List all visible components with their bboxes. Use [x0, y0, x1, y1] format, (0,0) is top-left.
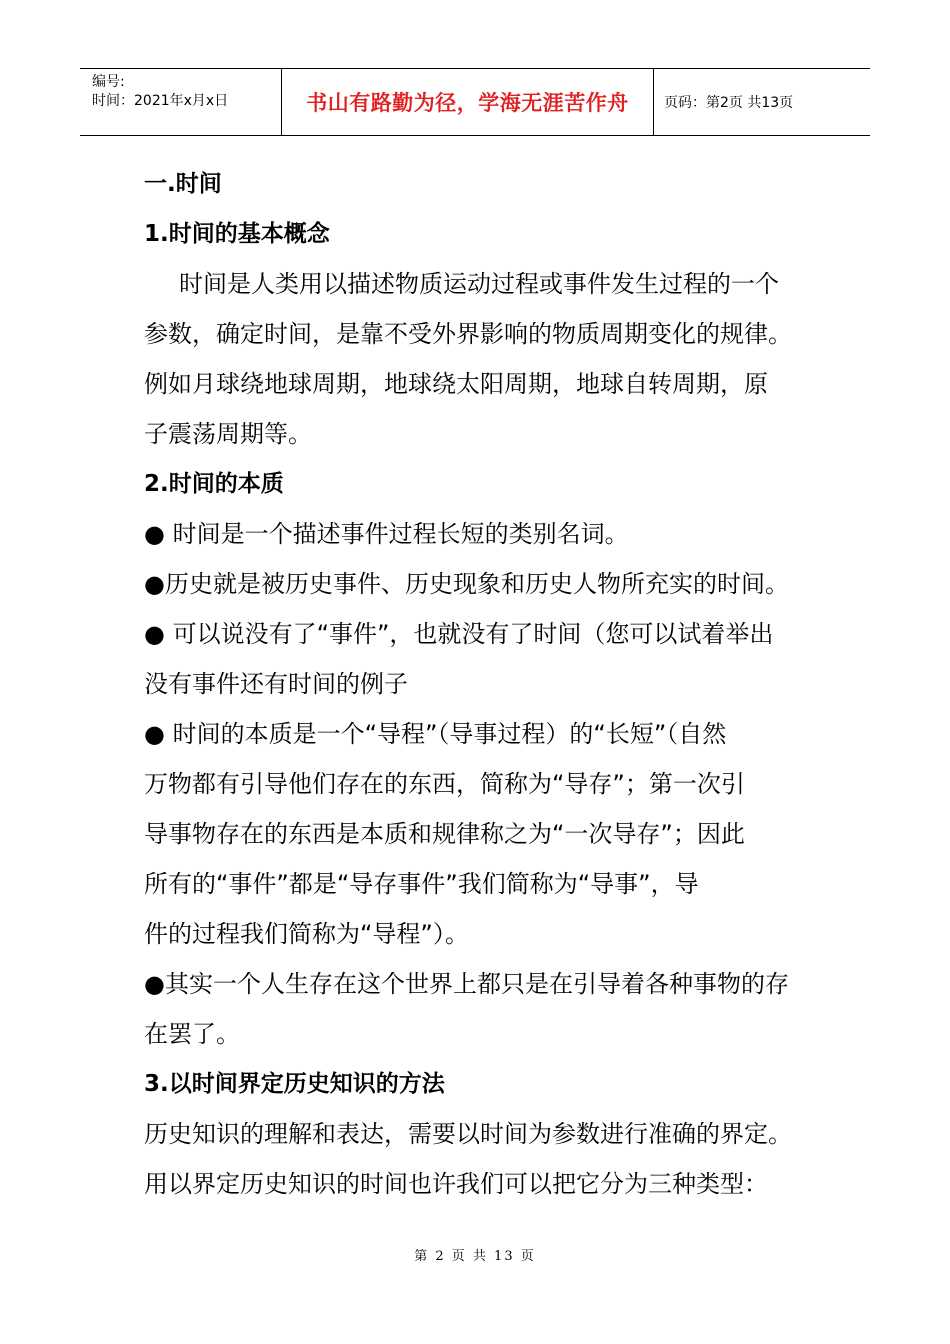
- bullet-line: ●历史就是被历史事件、历史现象和历史人物所充实的时间。: [144, 570, 789, 598]
- subsection-heading: 2.时间的本质: [144, 471, 284, 497]
- bullet-line: ● 时间是一个描述事件过程长短的类别名词。: [144, 520, 629, 548]
- paragraph-line: 子震荡周期等。: [144, 420, 312, 448]
- bullet-line: ● 可以说没有了“事件”，也就没有了时间（您可以试着举出: [144, 620, 774, 648]
- bullet-line: ●其实一个人生存在这个世界上都只是在引导着各种事物的存: [144, 970, 789, 998]
- paragraph-line: 参数，确定时间，是靠不受外界影响的物质周期变化的规律。: [144, 320, 792, 348]
- paragraph-line: 没有事件还有时间的例子: [144, 670, 408, 698]
- time-label: 时间：2021年x月x日: [92, 93, 229, 109]
- bullet-line: ● 时间的本质是一个“导程”（导事过程）的“长短”（自然: [144, 720, 727, 748]
- header-motto: 书山有路勤为径，学海无涯苦作舟: [282, 69, 654, 135]
- subsection-heading: 1.时间的基本概念: [144, 221, 330, 247]
- paragraph-line: 所有的“事件”都是“导存事件”我们简称为“导事”，导: [144, 870, 699, 898]
- subsection-heading: 3.以时间界定历史知识的方法: [144, 1071, 445, 1097]
- paragraph-line: 例如月球绕地球周期，地球绕太阳周期，地球自转周期，原: [144, 370, 768, 398]
- paragraph-line: 历史知识的理解和表达，需要以时间为参数进行准确的界定。: [144, 1120, 792, 1148]
- page-footer: 第 2 页 共 13 页: [414, 1249, 536, 1264]
- paragraph-line: 导事物存在的东西是本质和规律称之为“一次导存”；因此: [144, 820, 745, 848]
- number-label: 编号:: [92, 74, 125, 90]
- paragraph-line: 在罢了。: [144, 1020, 240, 1048]
- document-body: [144, 159, 824, 1209]
- paragraph-line: 时间是人类用以描述物质运动过程或事件发生过程的一个: [179, 270, 779, 298]
- header-meta: [80, 69, 282, 135]
- header-page-info: 页码：第2页 共13页: [664, 95, 794, 111]
- paragraph-line: 用以界定历史知识的时间也许我们可以把它分为三种类型：: [144, 1170, 768, 1198]
- page-header: [80, 68, 870, 136]
- paragraph-line: 万物都有引导他们存在的东西，简称为“导存”；第一次引: [144, 770, 745, 798]
- section-heading: 一.时间: [144, 171, 222, 197]
- paragraph-line: 件的过程我们简称为“导程”）。: [144, 920, 469, 948]
